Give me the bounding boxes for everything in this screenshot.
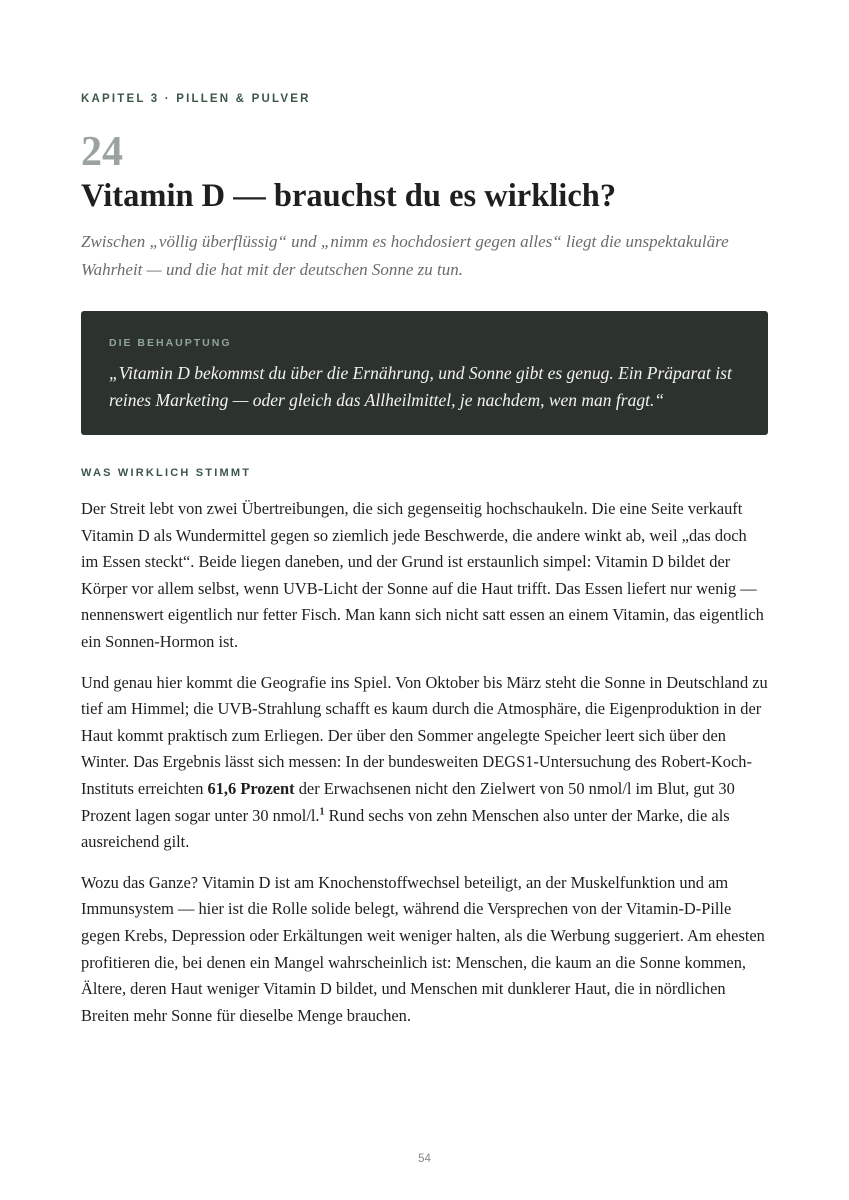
claim-label: DIE BEHAUPTUNG (109, 337, 232, 349)
page-title: Vitamin D — brauchst du es wirklich? (81, 178, 617, 214)
subtitle: Zwischen „völlig überflüssig“ und „nimm es hochdosiert gegen alles“ liegt die unspektakuläre Wahrheit — und die hat mit der deutschen Sonne zu tun. (81, 232, 729, 279)
claim-box (81, 311, 768, 435)
body-paragraph-1: Der Streit lebt von zwei Übertreibungen, die sich gegenseitig hochschaukeln. Die eine Seite verkauft Vitamin D als Wundermittel gegen so ziemlich jede Beschwerde, die andere winkt ab, weil „das doch im Essen steckt“. Beide liegen daneben, und der Grund ist erstaunlich simpel: Vitamin D bildet der Körper vor allem selbst, wenn UVB-Licht der Sonne auf die Haut trifft. Das Essen liefert nur wenig — nennenswert eigentlich nur fetter Fisch. Man kann sich nicht satt essen an einem Vitamin, das eigentlich ein Sonnen-Hormon ist. (81, 499, 764, 651)
claim-quote: „Vitamin D bekommst du über die Ernährung, und Sonne gibt es genug. Ein Präparat ist reines Marketing — oder gleich das Allheilmittel, je nachdem, wen man fragt.“ (109, 363, 732, 410)
body-paragraph-2 (81, 670, 768, 856)
footnote-marker[interactable]: 1 (319, 806, 325, 818)
paragraph-2-text-end: Rund sechs von zehn Menschen also unter der Marke, die als ausreichend gilt. (81, 805, 730, 852)
paragraph-2-text-middle: der Erwachsenen nicht den Zielwert von 50 nmol/l im Blut, gut 30 Prozent lagen sogar unter 30 nmol/l. (81, 778, 735, 825)
chapter-kicker: KAPITEL 3 · PILLEN & PULVER (81, 93, 311, 105)
section-heading: WAS WIRKLICH STIMMT (81, 467, 252, 479)
chapter-number: 24 (81, 129, 123, 175)
statistic-highlight: 61,6 Prozent (207, 778, 295, 798)
page-number: 54 (418, 1153, 431, 1165)
body-paragraph-3: Wozu das Ganze? Vitamin D ist am Knochenstoffwechsel beteiligt, an der Muskelfunktion und am Immunsystem — hier ist die Rolle solide belegt, während die Versprechen von der Vitamin-D-Pille gegen Krebs, Depression oder Erkältungen weit weniger halten, als die Werbung suggeriert. Am ehesten profitieren die, bei denen ein Mangel wahrscheinlich ist: Menschen, die kaum an die Sonne kommen, Ältere, deren Haut weniger Vitamin D bildet, und Menschen mit dunklerer Haut, die in nördlichen Breiten mehr Sonne für dieselbe Menge brauchen. (81, 872, 765, 1025)
paragraph-2-text-start: Und genau hier kommt die Geografie ins Spiel. Von Oktober bis März steht die Sonne in Deutschland zu tief am Himmel; die UVB-Strahlung schafft es kaum durch die Atmosphäre, die Eigenproduktion in der Haut kommt praktisch zum Erliegen. Der über den Sommer angelegte Speicher leert sich über den Winter. Das Ergebnis lässt sich messen: In der bundesweiten DEGS1-Untersuchung des Robert-Koch-Instituts erreichten (81, 672, 768, 798)
